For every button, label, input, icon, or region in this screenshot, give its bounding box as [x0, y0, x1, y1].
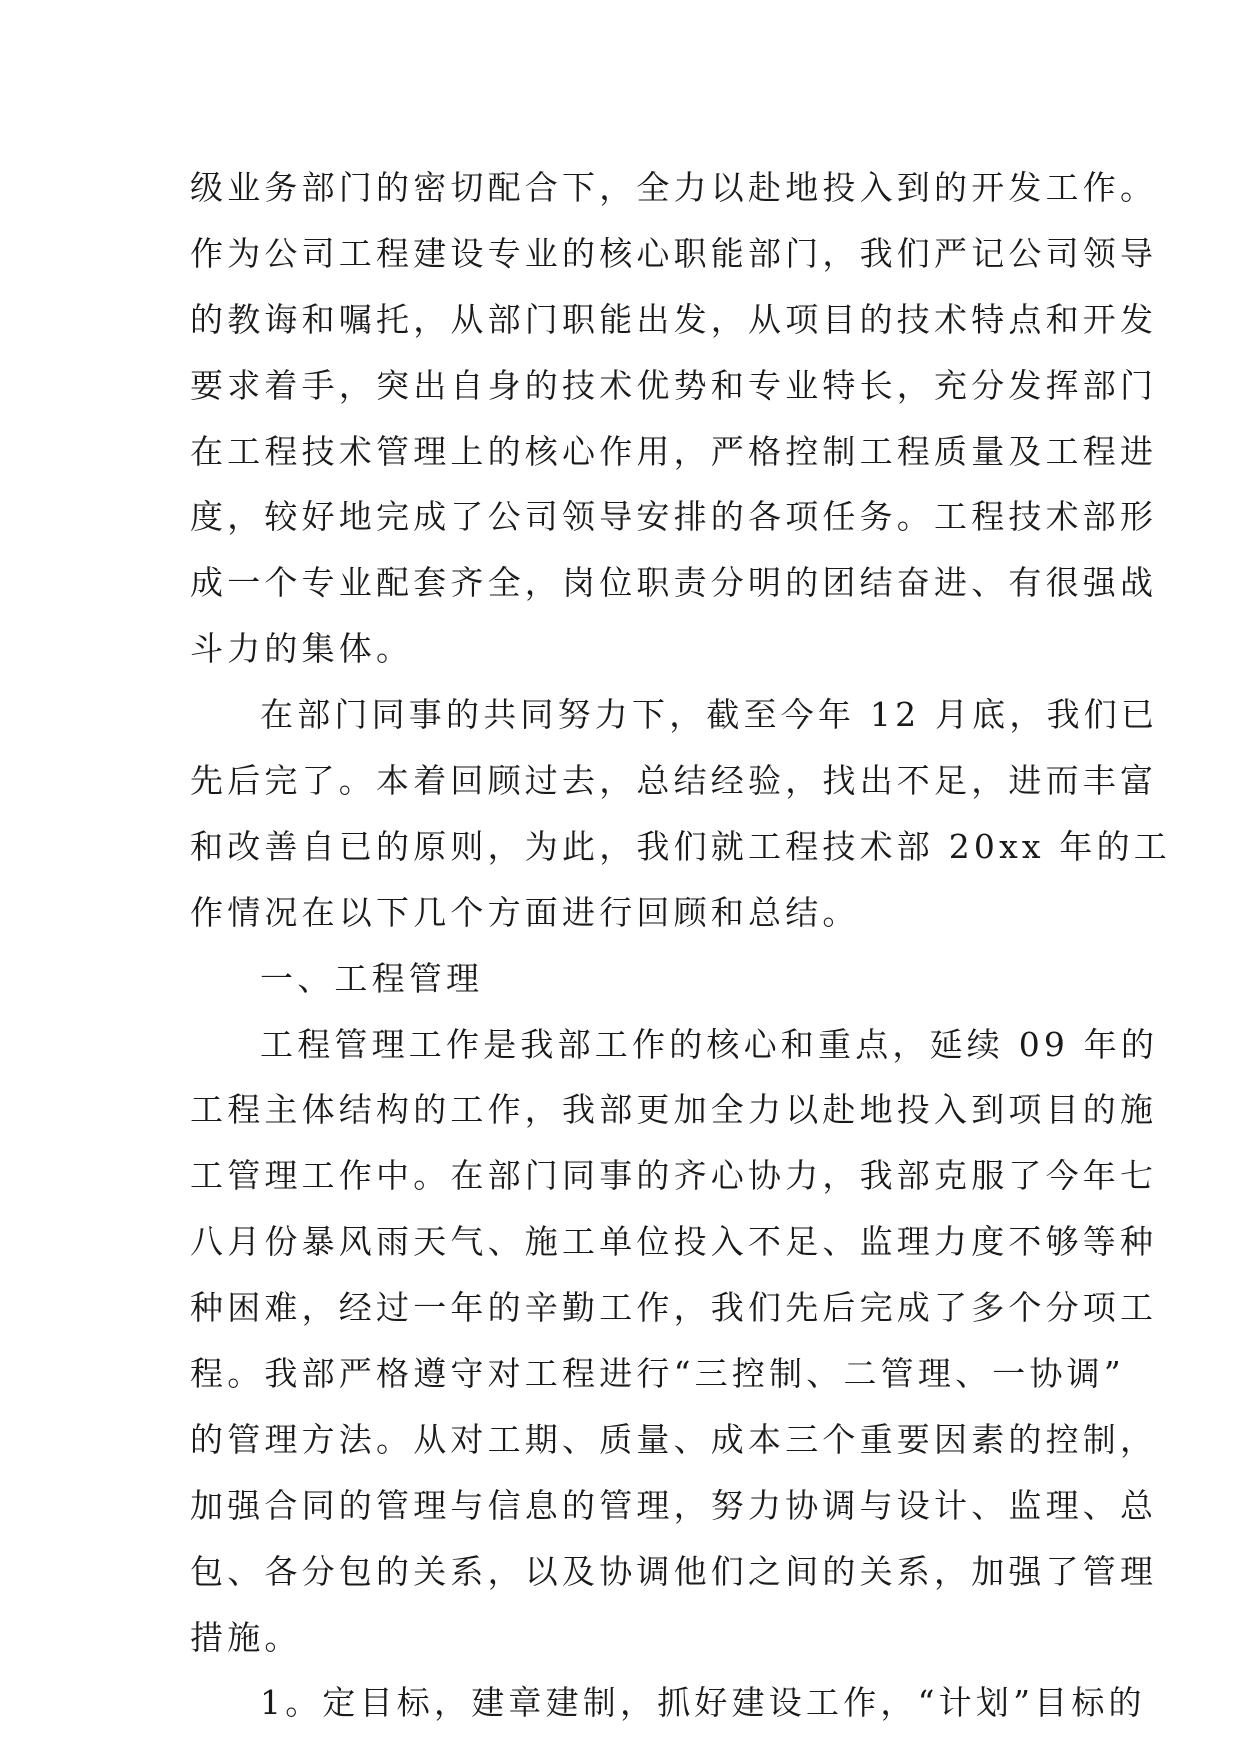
- text-line: 要求着手，突出自身的技术优势和专业特长，充分发挥部门: [190, 365, 1158, 405]
- text-line: 工程主体结构的工作，我部更加全力以赴地投入到项目的施: [190, 1090, 1158, 1130]
- text-line: 程。我部严格遵守对工程进行“三控制、二管理、一协调”: [190, 1354, 1125, 1394]
- paragraph-first-line: 在部门同事的共同努力下，截至今年 12 月底，我们已: [260, 695, 1159, 735]
- text-line: 种困难，经过一年的辛勤工作，我们先后完成了多个分项工: [190, 1288, 1158, 1328]
- paragraph-first-line: 1。定目标，建章建制，抓好建设工作，“计划”目标的: [260, 1683, 1146, 1723]
- text-line: 八月份暴风雨天气、施工单位投入不足、监理力度不够等种: [190, 1222, 1158, 1262]
- paragraph-first-line: 工程管理工作是我部工作的核心和重点，延续 09 年的: [260, 1024, 1159, 1064]
- text-line: 加强合同的管理与信息的管理，努力协调与设计、监理、总: [190, 1485, 1158, 1525]
- text-line: 包、各分包的关系，以及协调他们之间的关系，加强了管理: [190, 1551, 1158, 1591]
- text-line: 作情况在以下几个方面进行回顾和总结。: [190, 892, 860, 932]
- text-line: 和改善自已的原则，为此，我们就工程技术部 20xx 年的工: [190, 826, 1171, 866]
- text-line: 作为公司工程建设专业的核心职能部门，我们严记公司领导: [190, 233, 1158, 273]
- text-line: 先后完了。本着回顾过去，总结经验，找出不足，进而丰富: [190, 761, 1158, 801]
- text-line: 斗力的集体。: [190, 629, 414, 669]
- text-line: 的管理方法。从对工期、质量、成本三个重要因素的控制，: [190, 1419, 1158, 1459]
- text-line: 措施。: [190, 1617, 302, 1657]
- text-line: 成一个专业配套齐全，岗位职责分明的团结奋进、有很强战: [190, 563, 1158, 603]
- paragraph-first-line: 一、工程管理: [260, 958, 484, 998]
- text-line: 工管理工作中。在部门同事的齐心协力，我部克服了今年七: [190, 1156, 1158, 1196]
- text-line: 度，较好地完成了公司领导安排的各项任务。工程技术部形: [190, 497, 1158, 537]
- document-body: [190, 155, 1171, 1736]
- text-line: 级业务部门的密切配合下，全力以赴地投入到的开发工作。: [190, 168, 1158, 207]
- text-line: 在工程技术管理上的核心作用，严格控制工程质量及工程进: [190, 431, 1158, 471]
- text-line: 的教诲和嘱托，从部门职能出发，从项目的技术特点和开发: [190, 299, 1158, 339]
